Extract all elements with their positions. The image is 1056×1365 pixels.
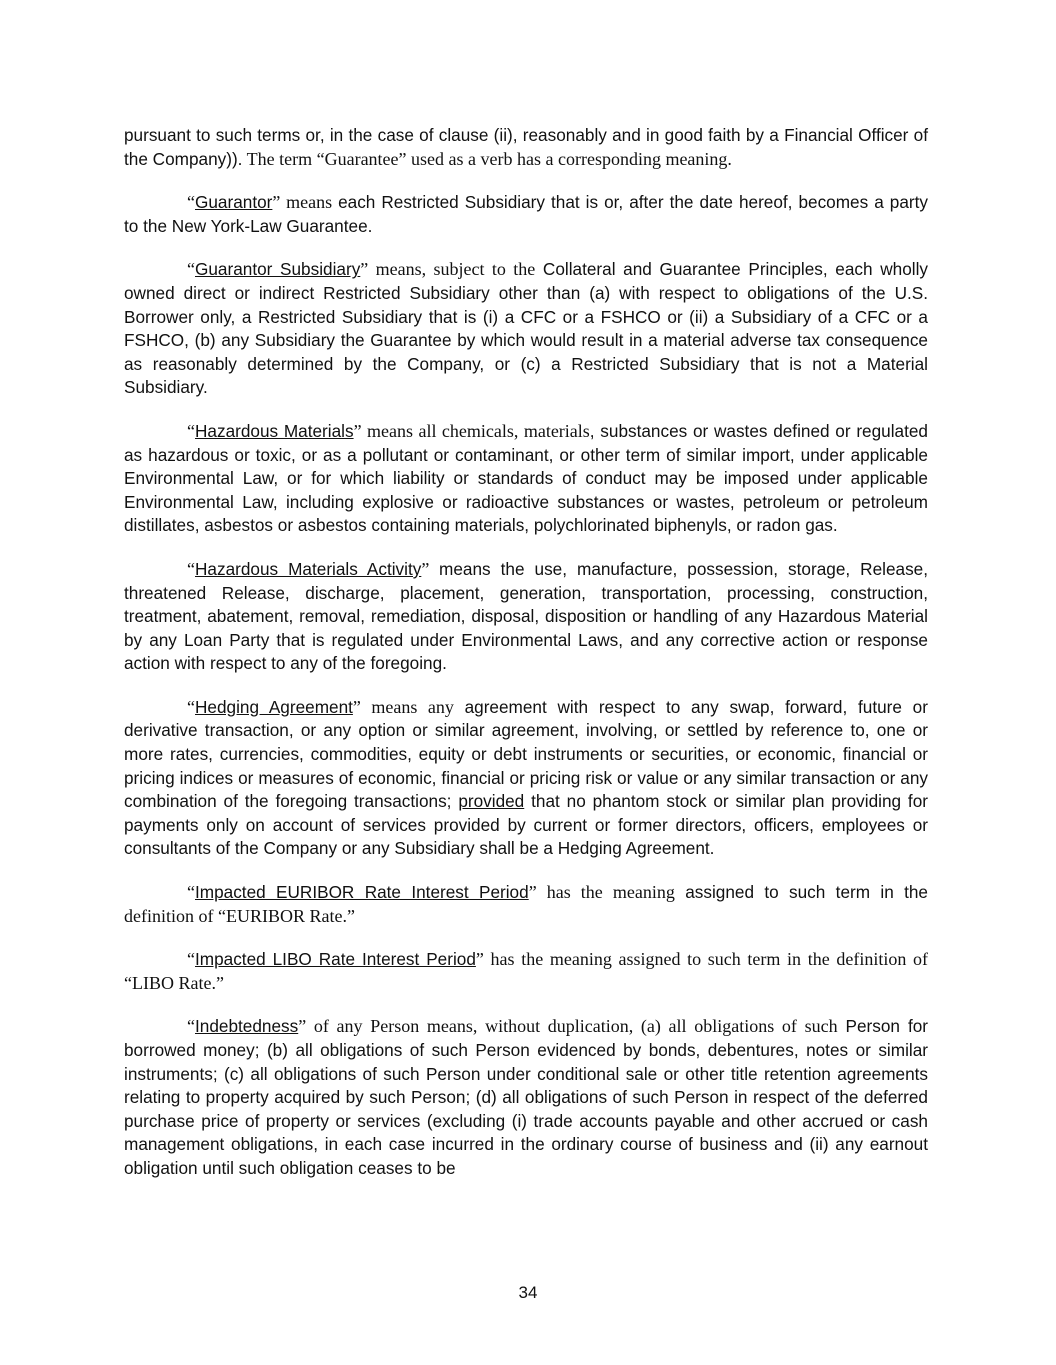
text-run: means, subject to the <box>375 259 536 280</box>
definition-guarantor-subsidiary <box>124 258 928 400</box>
text-run: means <box>286 192 333 213</box>
quote-mark: “ <box>187 558 195 579</box>
quote-mark: ” <box>475 949 491 970</box>
text-run: means the use, manufacture, possession, storage, Release, threatened Release, discharge, placement, generation, transportation, processing, construction, treatment, abatement, removal, remediation, disposal, disposition or handling of any Hazardous Material by any Loan Party that is regulated under Environmental Laws, and any corrective action or response action with respect to any of the foregoing. <box>124 558 928 674</box>
quote-mark: ” <box>421 558 440 579</box>
quote-mark: “ <box>187 259 195 280</box>
defined-term: Indebtedness <box>195 1016 299 1037</box>
defined-term: Impacted EURIBOR Rate Interest Period <box>195 882 529 903</box>
text-run: The term “Guarantee” used as a verb has a corresponding meaning. <box>242 148 732 169</box>
defined-term: Hedging Agreement <box>195 696 353 717</box>
defined-term: Hazardous Materials Activity <box>195 558 422 579</box>
definition-guarantor <box>124 191 928 238</box>
quote-mark: “ <box>187 696 195 717</box>
definition-indebtedness <box>124 1015 928 1180</box>
definition-hedging-agreement <box>124 696 928 861</box>
quote-mark: ” <box>360 259 376 280</box>
quote-mark: “ <box>187 949 195 970</box>
text-run: assigned to such term in the <box>674 882 928 903</box>
definition-impacted-libo <box>124 948 928 995</box>
quote-mark: ” <box>528 882 547 903</box>
text-run: means all chemicals, materials <box>367 420 590 441</box>
text-run: Collateral and Guarantee Principles, each wholly owned direct or indirect Restricted Subsidiary other than (a) with respect to obligations of the U.S. Borrower only, a Restricted Subsidiary that is (i) a CFC or a FSHCO or (ii) a Subsidiary of a CFC or a FSHCO, (b) any Subsidiary the Guarantee by which would result in a material adverse tax consequence as reasonably determined by the Company, or (c) a Restricted Subsidiary that is not a Material Subsidiary. <box>124 259 928 398</box>
defined-term: Guarantor <box>195 192 273 213</box>
text-run: has the meaning <box>546 882 675 903</box>
text-run: means any <box>371 696 454 717</box>
quote-mark: ” <box>352 696 372 717</box>
defined-term: Impacted LIBO Rate Interest Period <box>195 949 476 970</box>
text-run: has the meaning assigned to such term in the definition of “LIBO Rate.” <box>124 949 928 993</box>
quote-mark: “ <box>187 420 195 441</box>
definition-hazardous-materials-activity <box>124 558 928 676</box>
quote-mark: “ <box>187 1016 195 1037</box>
provided-term: provided <box>458 791 525 812</box>
text-run: agreement with respect to any swap, forward, future or derivative transaction, or any option or similar agreement, involving, or settled by reference to, one or more rates, currencies, commodities, equity or debt instruments or securities, or economic, financial or pricing indices or measures of economic, financial or pricing risk or value or any similar transaction or any combination of the foregoing transactions; <box>124 696 928 812</box>
quote-mark: ” <box>272 192 287 213</box>
text-run: that no phantom stock or similar plan providing for payments only on account of services provided by current or former directors, officers, employees or consultants of the Company or any Subsidiary shall be a Hedging Agreement. <box>124 791 928 859</box>
text-run: pursuant to such terms or, in the case of clause (ii), reasonably and in good faith by a Financial Officer of the Company)). <box>124 125 928 169</box>
definition-hazardous-materials <box>124 420 928 538</box>
defined-term: Guarantor Subsidiary <box>195 259 361 280</box>
quote-mark: “ <box>187 192 195 213</box>
quote-mark: ” <box>353 420 368 441</box>
defined-term: Hazardous Materials <box>195 420 354 441</box>
text-run: each Restricted Subsidiary that is or, after the date hereof, becomes a party to the New York-Law Guarantee. <box>124 192 928 236</box>
definition-impacted-euribor <box>124 881 928 928</box>
paragraph-continuation <box>124 124 928 171</box>
document-body <box>124 124 928 1201</box>
quote-mark: ” <box>298 1016 314 1037</box>
text-run: Person for borrowed money; (b) all obligations of such Person evidenced by bonds, debentures, notes or similar instruments; (c) all obligations of such Person under conditional sale or other title retention agreements relating to property acquired by such Person; (d) all obligations of such Person in respect of the deferred purchase price of property or services (excluding (i) trade accounts payable and other accrued or cash management obligations, in each case incurred in the ordinary course of business and (ii) any earnout obligation until such obligation ceases to be <box>124 1016 928 1178</box>
page-number: 34 <box>518 1283 538 1302</box>
text-run: definition of “EURIBOR Rate.” <box>124 905 355 926</box>
text-run: of any Person means, without duplication, (a) all obligations of such <box>313 1016 838 1037</box>
text-run: , substances or wastes defined or regulated as hazardous or toxic, or as a pollutant or contaminant, or other term of similar import, under applicable Environmental Law, or for which liability or standards of conduct may be imposed under applicable Environmental Law, including explosive or radioactive substances or wastes, petroleum or petroleum distillates, asbestos or asbestos containing materials, polychlorinated biphenyls, or radon gas. <box>124 420 928 536</box>
quote-mark: “ <box>187 882 195 903</box>
